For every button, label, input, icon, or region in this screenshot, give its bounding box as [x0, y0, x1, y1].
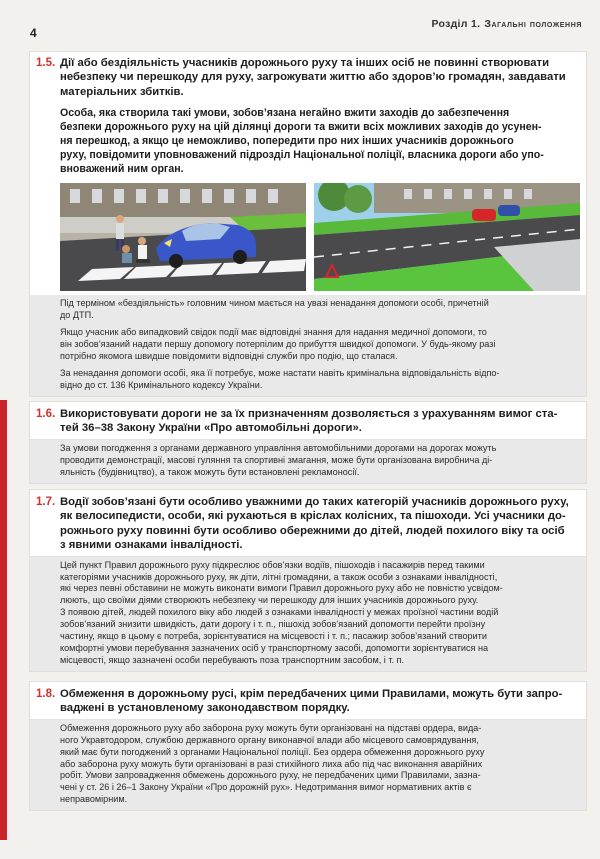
- comment-line: Цей пункт Правил дорожнього руху підкреслює обов’язки водіїв, пішоходів і пасажирів перед такими: [60, 559, 485, 570]
- comment-line: За ненадання допомоги особі, яка її потребує, може настати навіть кримінальна відповідальність відпо-: [60, 367, 500, 378]
- comment-line: частину, якщо в цьому є потреба, зорієнтуватися на місцевості і т. п.; пасажир зобов’язаний створити: [60, 631, 487, 642]
- comment-line: проводити демонстрації, масові гуляння та спортивні змагання, може бути організована виробнича ді-: [60, 454, 493, 465]
- comment-line: потрібно якомога швидше повідомити відповідні служби про подію, що сталася.: [60, 350, 398, 361]
- comment-line: категоріями учасників дорожнього руху, як діти, літні громадяни, а також особи з ознаками інвалідності,: [60, 571, 498, 582]
- comment-paragraph: [60, 560, 576, 667]
- rule-line: безпеки дорожнього руху на цій ділянці дороги та вжити всіх можливих заходів до усунен-: [60, 121, 542, 134]
- comment-line: які через певні обставини не можуть виконати вимоги Правил дорожнього руху або не повністю усвідом-: [60, 583, 503, 594]
- rule-1-8: [30, 682, 586, 810]
- section-label: Розділ 1.: [431, 18, 481, 30]
- rule-number: 1.5.: [36, 57, 56, 69]
- rule-commentary: [30, 440, 586, 483]
- rule-line: вноважений ним орган.: [60, 163, 184, 176]
- rule-text: [60, 495, 576, 553]
- rule-line: як велосипедисти, особи, які рухаються в кріслах колісних, та пішоходи. Усі учасники до-: [60, 510, 566, 523]
- comment-line: зобов’язаний знизити швидкість, дати дорогу і т. п., пішохід зобов’язаний допомогти перейти проїзну: [60, 619, 486, 630]
- comment-line: він зобов’язаний надати першу допомогу потерпілим до прибуття швидкої допомоги. У будь-якому разі: [60, 338, 496, 349]
- comment-line: З появою дітей, людей похилого віку або людей з ознаками інвалідності у межах проїзної частини водій: [60, 607, 499, 618]
- rule-line: ня перешкод, а якщо це неможливо, попередити про них інших учасників дорожнього: [60, 135, 514, 148]
- rule-text: [60, 56, 576, 99]
- rule-1-5: [30, 52, 586, 396]
- accident-scene-illustration: [60, 183, 306, 291]
- page-edge-accent: [0, 400, 7, 840]
- rule-line: Водії зобов’язані бути особливо уважними до таких категорій учасників дорожнього руху,: [60, 496, 569, 508]
- rule-head: [30, 490, 586, 557]
- comment-line: ного Укравтодором, службою державного органу виконавчої влади або місцевого самоврядування,: [60, 734, 479, 745]
- rule-line: з явними ознаками інвалідності.: [60, 539, 243, 552]
- rule-1-6: [30, 402, 586, 483]
- rule-number: 1.7.: [36, 496, 56, 508]
- comment-line: місцевості, якщо зазначені особи перебувають поза транспортним засобом, і т. п.: [60, 654, 405, 665]
- rule-line: Особа, яка створила такі умови, зобов’язана негайно вжити заходів до забезпечення: [60, 107, 510, 120]
- comment-line: Обмеження дорожнього руху або заборона руху можуть бути організовані на підставі ордера, вида-: [60, 722, 482, 733]
- rule-head: [30, 682, 586, 720]
- running-header: [431, 18, 582, 30]
- comment-line: робіт. Умови запровадження обмежень дорожнього руху, не передбачених цими Правилами, зазна-: [60, 770, 481, 781]
- comment-paragraph: [60, 298, 576, 322]
- rule-number: 1.6.: [36, 408, 56, 420]
- comment-line: яльність (будівництво), а також можуть бути встановлені рекламоносії.: [60, 466, 360, 477]
- rule-line: руху, повідомити уповноважений підрозділ Національної поліції, власника дороги або упо-: [60, 149, 544, 162]
- rule-commentary: [30, 557, 586, 671]
- rule-line: матеріальних збитків.: [60, 85, 184, 98]
- comment-line: відно до ст. 136 Кримінального кодексу України.: [60, 379, 263, 390]
- comment-line: чені у ст. 26 і 26–1 Закону України «Про дорожній рух». Недотримання вимог нормативних актів є: [60, 782, 472, 793]
- comment-line: до ДТП.: [60, 310, 94, 321]
- rule-line: рожнього руху повинні бути особливо обережними до дітей, людей похилого віку та осіб: [60, 524, 565, 537]
- rule-line: Обмеження в дорожньому русі, крім передбачених цими Правилами, можуть бути запро-: [60, 688, 563, 700]
- section-title: Загальні положення: [484, 18, 582, 30]
- comment-paragraph: [60, 723, 576, 806]
- rule-head: [30, 402, 586, 440]
- comment-line: комфортні умови перебування зазначених осіб у транспортному засобі, допомогти зорієнтуватися на: [60, 642, 489, 653]
- comment-line: неправомірним.: [60, 794, 128, 805]
- comment-line: Якщо учасник або випадковий свідок події має відповідні знання для надання медичної допомоги, то: [60, 327, 487, 338]
- rule-1-7: [30, 490, 586, 671]
- comment-line: За умови погодження з органами державного управління автомобільними дорогами на дорогах можуть: [60, 442, 497, 453]
- rule-commentary: [30, 295, 586, 395]
- comment-line: який має бути погоджений з органами Національної поліції. Без ордера обмеження дорожнього руху: [60, 746, 485, 757]
- rule-number: 1.8.: [36, 688, 56, 700]
- rule-paragraph: [30, 103, 586, 180]
- rule-text: [60, 407, 576, 436]
- page-number: 4: [30, 26, 37, 40]
- comment-line: Під терміном «бездіяльність» головним чином мається на увазі ненадання допомоги особі, причетній: [60, 298, 489, 309]
- rule-line: Використовувати дороги не за їх призначенням дозволяється з урахуванням вимог ста-: [60, 408, 558, 420]
- rule-line: ваджені в установленому законодавством порядку.: [60, 702, 350, 715]
- comment-line: або заборона руху можуть бути організовані в разі стихійного лиха або під час виконання аварійних: [60, 758, 483, 769]
- rule-line: небезпеку чи перешкоду для руху, загрожувати життю або здоров’ю громадян, завдавати: [60, 71, 566, 84]
- comment-paragraph: [60, 368, 576, 392]
- comment-paragraph: [60, 443, 576, 479]
- illustrations-row: [30, 180, 586, 295]
- comment-paragraph: [60, 327, 576, 363]
- comment-line: люють, що своїми діями створюють небезпеку чи перешкоду для інших учасників дорожнього руху.: [60, 595, 479, 606]
- rule-line: Дії або бездіяльність учасників дорожнього руху та інших осіб не повинні створювати: [60, 57, 550, 69]
- rule-commentary: [30, 720, 586, 810]
- rule-text: [60, 687, 576, 716]
- warning-triangle-road-illustration: [314, 183, 580, 291]
- rule-line: тей 36–38 Закону України «Про автомобільні дороги».: [60, 422, 362, 435]
- rule-head: [30, 52, 586, 103]
